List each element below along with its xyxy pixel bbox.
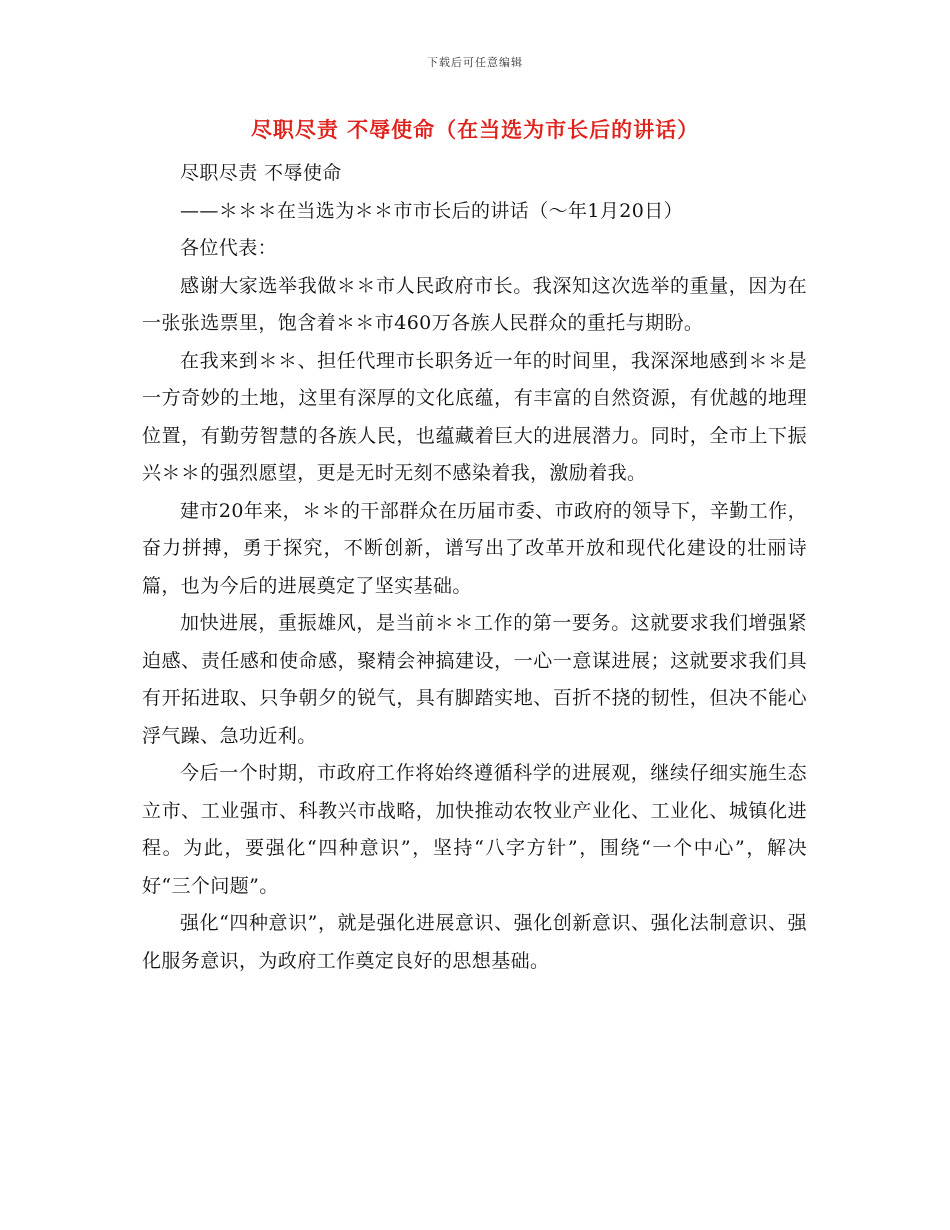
body-paragraph: 今后一个时期，市政府工作将始终遵循科学的进展观，继续仔细实施生态立市、工业强市、科教兴市战略，加快推动农牧业产业化、工业化、城镇化进程。为此，要强化“四种意识”，坚持“八字方针”，围绕“一个中心”，解决好“三个问题”。 <box>142 762 807 897</box>
speech-subtitle: 尽职尽责 不辱使命 <box>180 162 342 184</box>
body-paragraph: 强化“四种意识”，就是强化进展意识、强化创新意识、强化法制意识、强化服务意识，为政府工作奠定良好的思想基础。 <box>142 912 807 972</box>
body-paragraph: 感谢大家选举我做＊＊市人民政府市长。我深知这次选举的重量，因为在一张张选票里，饱含着＊＊市460万各族人民群众的重托与期盼。 <box>142 274 807 334</box>
document-body <box>142 155 807 980</box>
speech-byline: ——＊＊＊在当选为＊＊市市长后的讲话（～年1月20日） <box>180 199 684 222</box>
document-title: 尽职尽责 不辱使命（在当选为市长后的讲话） <box>250 117 700 142</box>
speech-salutation: 各位代表： <box>180 237 278 259</box>
body-paragraph: 在我来到＊＊、担任代理市长职务近一年的时间里，我深深地感到＊＊是一方奇妙的土地，这里有深厚的文化底蕴，有丰富的自然资源，有优越的地理位置，有勤劳智慧的各族人民，也蕴藏着巨大的进展潜力。同时，全市上下振兴＊＊的强烈愿望，更是无时无刻不感染着我，激励着我。 <box>142 349 807 484</box>
page-header-note: 下载后可任意编辑 <box>427 56 523 69</box>
body-paragraph: 建市20年来，＊＊的干部群众在历届市委、市政府的领导下，辛勤工作，奋力拼搏，勇于探究，不断创新，谱写出了改革开放和现代化建设的壮丽诗篇，也为今后的进展奠定了坚实基础。 <box>142 499 807 597</box>
body-paragraph: 加快进展，重振雄风，是当前＊＊工作的第一要务。这就要求我们增强紧迫感、责任感和使命感，聚精会神搞建设，一心一意谋进展；这就要求我们具有开拓进取、只争朝夕的锐气，具有脚踏实地、百折不挠的韧性，但决不能心浮气躁、急功近利。 <box>142 612 807 747</box>
